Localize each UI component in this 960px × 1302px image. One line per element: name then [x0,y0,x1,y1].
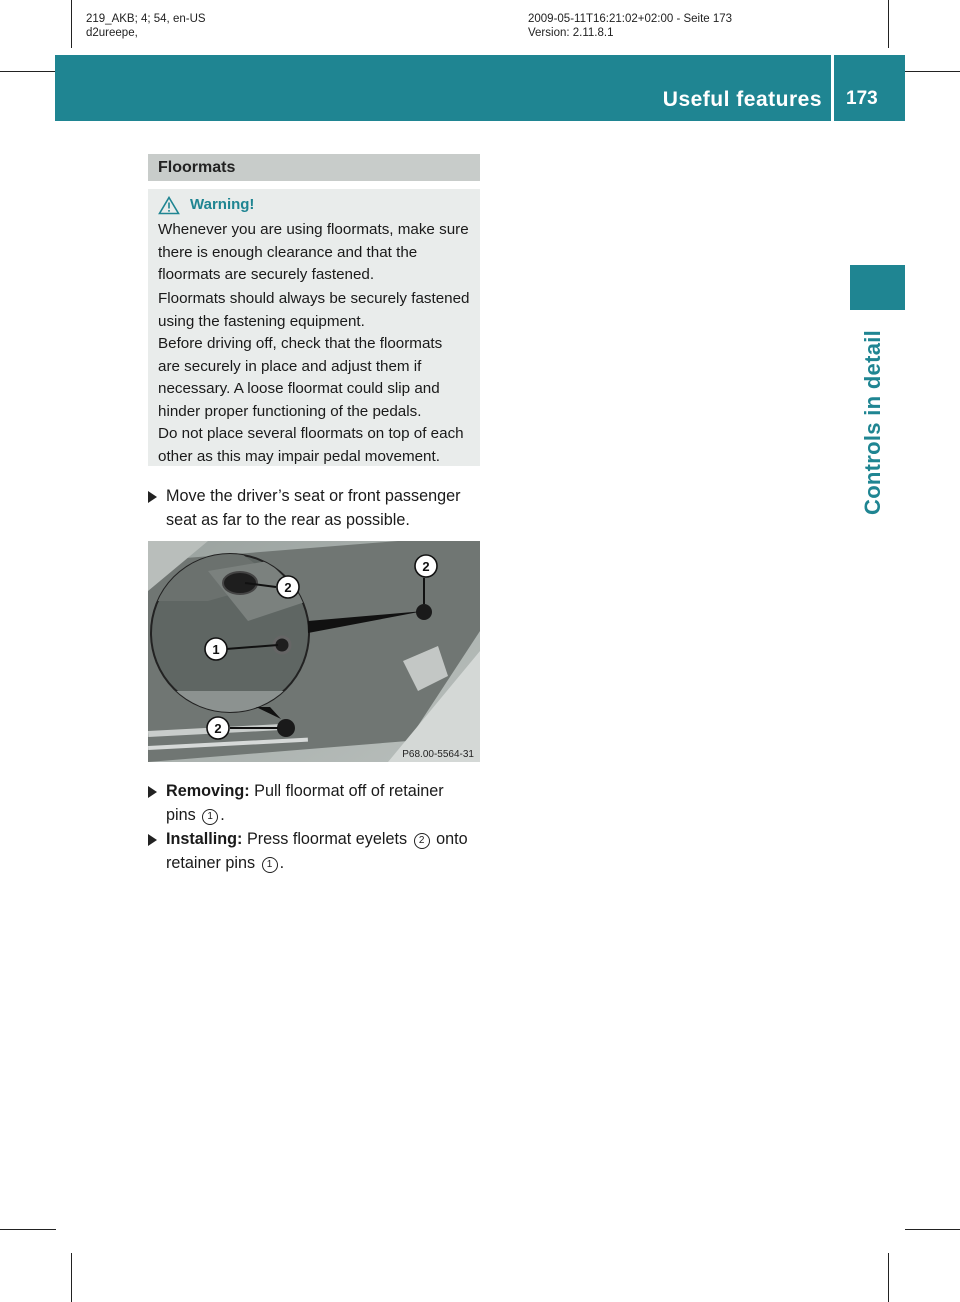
callout-ref-2: 2 [414,833,430,849]
callout-2-upper [277,576,299,598]
print-meta-right-1: 2009-05-11T16:21:02+02:00 - Seite 173 [528,13,733,25]
crop-mark [0,71,56,72]
header-separator [831,55,834,121]
callout-1 [205,638,227,660]
crop-mark [71,1253,72,1302]
page-title: Useful features [662,88,822,111]
step-removing: Removing: Pull floormat off of retainer pins 1 . [148,780,483,830]
svg-text:2: 2 [214,721,222,736]
page-number: 173 [846,88,878,109]
bullet-arrow-icon [148,491,157,503]
section-heading [148,154,480,181]
warning-paragraph: Floormats should always be securely fastened using the fastening equipment. [158,290,470,330]
bullet-arrow-icon [148,786,157,798]
crop-mark [71,0,72,48]
callout-ref-1: 1 [262,857,278,873]
warning-paragraph: Before driving off, check that the floormats are securely in place and adjust them if necessary. A loose floormat could slip and hinder proper functioning of the pedals. [158,335,443,420]
svg-text:1: 1 [212,642,220,657]
crop-mark [0,1229,56,1230]
crop-mark [888,0,889,48]
warning-box: Warning! Whenever you are using floormats, make sure there is enough clearance and that the floormats are securely fastened. Floormats should always be securely fastened using the fastening equipment. Before driving off, check that the floormats are securely in place and adjust them if necessary. A loose floormat could slip and hinder proper functioning of the pedals. Do not place several floormats on top of each other as this may impair pedal movement. [148,189,480,466]
svg-text:2: 2 [422,559,430,574]
warning-paragraph: Whenever you are using floormats, make sure there is enough clearance and that the floormats are securely fastened. [158,221,469,283]
step-move-seat: Move the driver’s seat or front passenger seat as far to the rear as possible. [148,485,483,535]
warning-triangle-icon [158,196,180,219]
crop-mark [888,1253,889,1302]
print-meta-left-1: 219_AKB; 4; 54, en-US [86,13,206,25]
bullet-arrow-icon [148,834,157,846]
print-meta-left-2: d2ureepe, [86,27,138,39]
step-installing: Installing: Press floormat eyelets 2 onto retainer pins 1 . [148,828,483,878]
floormat-illustration [148,541,480,762]
chapter-tab [850,265,905,310]
section-title: Floormats [158,159,236,176]
svg-text:2: 2 [284,580,292,595]
print-meta-right-2: Version: 2.11.8.1 [528,27,614,39]
figure-reference-code: P68.00-5564-31 [402,749,474,760]
crop-mark [905,1229,960,1230]
callout-2-right [415,555,437,577]
callout-ref-1: 1 [202,809,218,825]
warning-paragraph: Do not place several floormats on top of each other as this may impair pedal movement. [158,425,464,465]
chapter-label: Controls in detail [860,329,885,515]
callout-2-lower [207,717,229,739]
crop-mark [905,71,960,72]
